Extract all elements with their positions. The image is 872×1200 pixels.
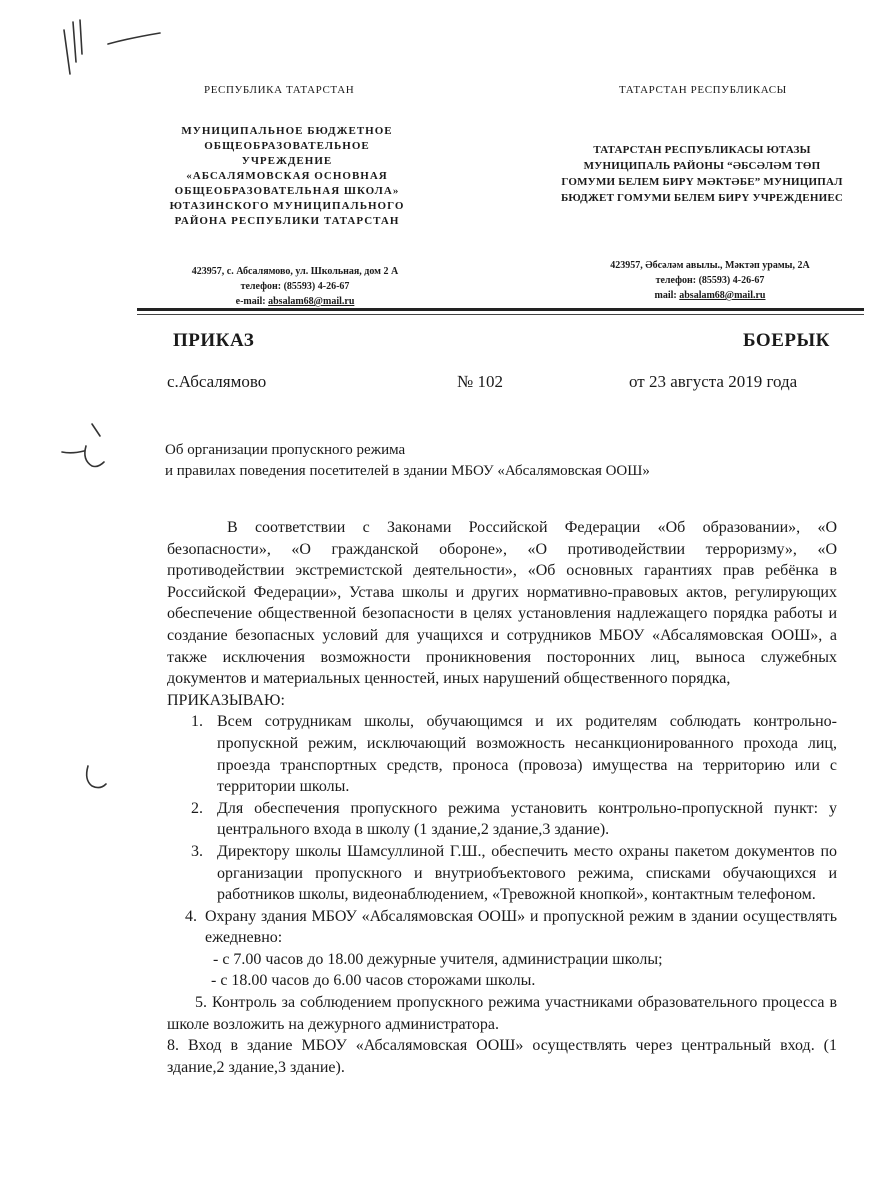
sub-item: - с 7.00 часов до 18.00 дежурные учителя, администрации школы; — [213, 950, 663, 968]
address-ru-street: 423957, с. Абсалямово, ул. Школьная, дом 2 А — [191, 266, 399, 277]
org-ru-line: УЧРЕЖДЕНИЕ — [241, 155, 333, 167]
org-ru-line: ЮТАЗИНСКОГО МУНИЦИПАЛЬНОГО — [169, 200, 405, 212]
org-ru-line: МУНИЦИПАЛЬНОЕ БЮДЖЕТНОЕ — [181, 125, 393, 137]
item-number: 4. — [185, 907, 197, 925]
document-subject — [165, 440, 650, 482]
document-date: от 23 августа 2019 года — [629, 372, 798, 391]
header-divider-thin — [137, 314, 864, 315]
email-link[interactable]: absalam68@mail.ru — [268, 296, 355, 307]
country-ru: РЕСПУБЛИКА ТАТАРСТАН — [204, 84, 355, 96]
item-number: 2. — [191, 799, 203, 817]
sub-item: - с 18.00 часов до 6.00 часов сторожами школы. — [211, 972, 536, 990]
email-link[interactable]: absalam68@mail.ru — [679, 290, 766, 301]
item-text: Всем сотрудникам школы, обучающимся и их родителям соблюдать контрольно-пропускной режим, исключающий возможность несанкционированного прохода лиц, проезда транспортных средств, проноса (провоза) имущества на территорию или с территории школы. — [217, 713, 837, 796]
email-label: e-mail: — [235, 296, 269, 307]
subject-line: Об организации пропускного режима — [165, 442, 406, 458]
email-label: mail: — [654, 290, 680, 301]
item-text: Директору школы Шамсуллиной Г.Ш., обеспечить место охраны пакетом документов по организации пропускного и внутриобъектового режима, списками обучающихся и работников школы, видеонаблюдением, «Тревожной кнопкой», контактным телефоном. — [217, 842, 837, 904]
order-item-8: 8. Вход в здание МБОУ «Абсалямовская ООШ» осуществлять через центральный вход. (1 здание,2 здание,3 здание). — [167, 1037, 837, 1076]
address-ru-email-row — [150, 294, 440, 309]
order-item — [167, 711, 837, 797]
document-number: № 102 — [457, 372, 503, 391]
item-number: 3. — [191, 842, 203, 860]
org-ru-line: ОБЩЕОБРАЗОВАТЕЛЬНАЯ ШКОЛА» — [174, 185, 400, 197]
address-ru — [150, 264, 440, 309]
document-type-tt: БОЕРЫК — [743, 330, 830, 351]
org-tt-line: БЮДЖЕТ ГОМУМИ БЕЛЕМ БИРҮ УЧРЕЖДЕНИЕС — [560, 192, 844, 204]
item-number: 1. — [191, 713, 203, 731]
country-tt: ТАТАРСТАН РЕСПУБЛИКАСЫ — [619, 84, 787, 96]
organization-name-tt — [532, 142, 872, 206]
org-ru-line: «АБСАЛЯМОВСКАЯ ОСНОВНАЯ — [186, 170, 388, 182]
preamble: В соответствии с Законами Российской Федерации «Об образовании», «О безопасности», «О гражданской обороне», «О противодействии терроризму», «О противодействии экстремистской деятельности», «Об основных гарантиях прав ребёнка в Российской Федерации», Устава школы и других нормативно-правовых актов, регулирующих обеспечение общественной безопасности в целях установления надлежащего порядка работы и создание безопасных условий для учащихся и сотрудников МБОУ «Абсалямовская ООШ», а также исключения возможности проникновения посторонних лиц, выноса служебных документов и материальных ценностей, иных нарушений общественного порядка, — [167, 519, 837, 688]
document-body — [167, 517, 837, 1078]
org-ru-line: ОБЩЕОБРАЗОВАТЕЛЬНОЕ — [204, 140, 370, 152]
order-item — [167, 841, 837, 906]
address-tt-phone: телефон: (85593) 4-26-67 — [655, 275, 765, 286]
header-divider — [137, 308, 864, 311]
address-tt — [560, 258, 860, 303]
document-type-ru: ПРИКАЗ — [173, 330, 255, 351]
subject-line: и правилах поведения посетителей в здании МБОУ «Абсалямовская ООШ» — [165, 463, 650, 479]
address-tt-street: 423957, Әбсәләм авылы., Мәктәп урамы, 2А — [610, 260, 810, 271]
document-place: с.Абсалямово — [167, 372, 267, 391]
item-text: Для обеспечения пропускного режима установить контрольно-пропускной пункт: у центрального входа в школу (1 здание,2 здание,3 здание). — [217, 799, 837, 839]
order-item-5: 5. Контроль за соблюдением пропускного режима участниками образовательного процесса в школе возложить на дежурного администратора. — [167, 994, 837, 1033]
address-ru-phone: телефон: (85593) 4-26-67 — [240, 281, 350, 292]
org-tt-line: МУНИЦИПАЛЬ РАЙОНЫ “ӘБСӘЛӘМ ТӨП — [583, 160, 821, 172]
order-word: ПРИКАЗЫВАЮ: — [167, 691, 285, 709]
order-item — [167, 798, 837, 841]
address-tt-email-row — [560, 288, 860, 303]
org-tt-line: ТАТАРСТАН РЕСПУБЛИКАСЫ ЮТАЗЫ — [593, 144, 811, 156]
org-tt-line: ГОМУМИ БЕЛЕМ БИРҮ МӘКТӘБЕ” МУНИЦИПАЛ — [561, 176, 843, 188]
item-text: Охрану здания МБОУ «Абсалямовская ООШ» и пропускной режим в здании осуществлять ежедневно: — [205, 907, 837, 947]
order-item — [167, 906, 837, 949]
org-ru-line: РАЙОНА РЕСПУБЛИКИ ТАТАРСТАН — [174, 215, 400, 227]
organization-name-ru — [132, 124, 442, 229]
